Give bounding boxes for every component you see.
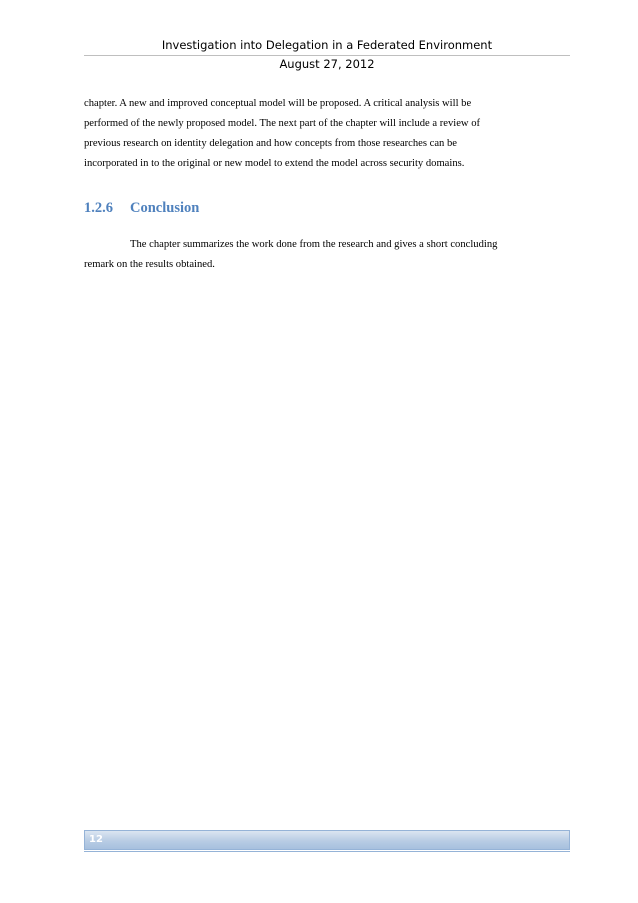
body-paragraph-2 [84,235,554,275]
section-number: 1.2.6 [84,200,113,216]
paragraph-line: incorporated in to the original or new model to extend the model across security domains. [84,158,465,169]
paragraph-line: performed of the newly proposed model. The next part of the chapter will include a review of [84,118,481,129]
paragraph-line: chapter. A new and improved conceptual model will be proposed. A critical analysis will be [84,98,472,109]
running-header-title: Investigation into Delegation in a Federated Environment [161,38,493,52]
page-number: 12 [89,834,103,845]
paragraph-line: The chapter summarizes the work done from the research and gives a short concluding [130,239,498,250]
footer-bar [84,830,570,850]
body-paragraph-1 [84,94,554,174]
paragraph-line: remark on the results obtained. [84,259,215,270]
running-header-date: August 27, 2012 [279,57,375,71]
section-title: Conclusion [130,200,200,216]
section-heading [84,198,199,218]
paragraph-line: previous research on identity delegation and how concepts from those researches can be [84,138,457,149]
